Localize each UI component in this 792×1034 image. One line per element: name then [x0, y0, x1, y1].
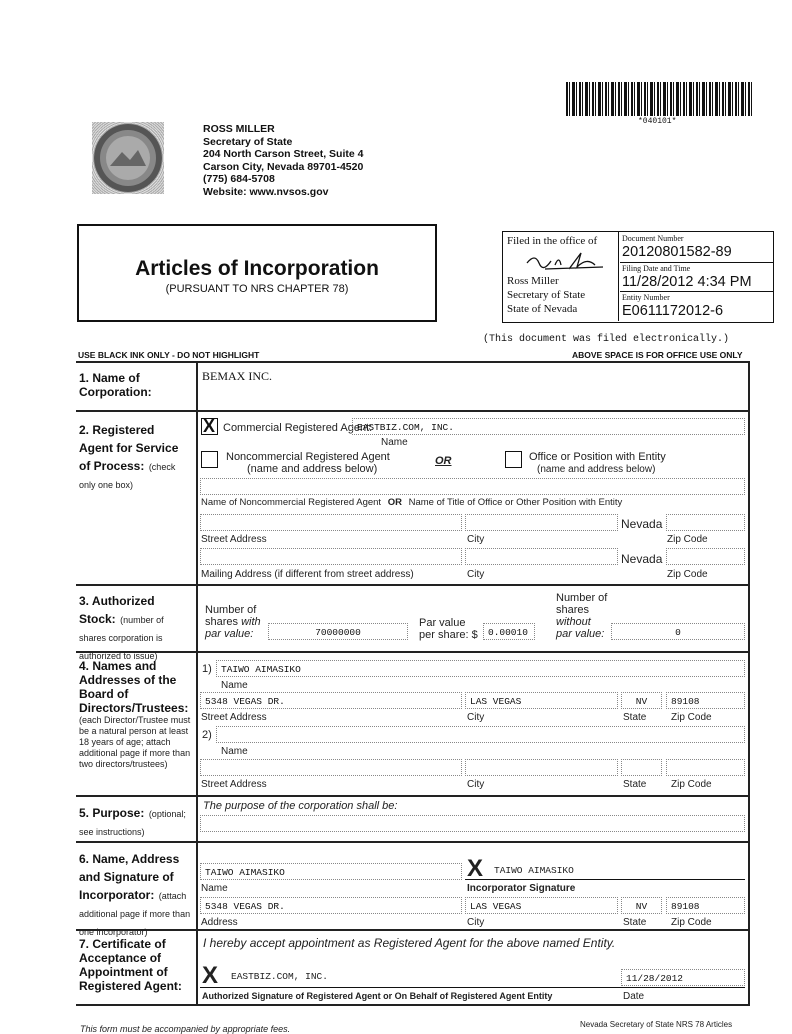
barcode-number: *040101* — [638, 117, 677, 126]
d2-city-label: City — [467, 779, 485, 790]
title-box — [77, 224, 437, 322]
agent-name-label: Name — [381, 437, 408, 448]
s1-title: 1. Name of Corporation: — [79, 371, 152, 399]
director2-number: 2) — [202, 729, 212, 741]
incorporator-signature[interactable]: TAIWO AIMASIKO — [494, 865, 574, 876]
incorporator-zip-field[interactable]: 89108 — [666, 897, 745, 914]
state-seal-icon — [92, 122, 164, 194]
par-value-label — [419, 617, 478, 641]
filing-date-label: Filing Date and Time — [622, 264, 691, 273]
d1-state-label: State — [623, 712, 647, 723]
commercial-agent-checkbox[interactable] — [201, 418, 218, 435]
agent-signature[interactable]: EASTBIZ.COM, INC. — [231, 971, 328, 982]
s2-title: 2. Registered Agent for Service of Process: — [79, 423, 179, 473]
s4-title: 4. Names and Addresses of the Board of Directors/Trustees: — [79, 659, 189, 715]
s3-title: 3. Authorized Stock: — [79, 594, 155, 626]
s2-label — [79, 421, 191, 493]
office-address2: Carson City, Nevada 89701-4520 — [203, 160, 364, 173]
footer-right: Nevada Secretary of State NRS 78 Articles — [580, 1020, 733, 1029]
filing-box — [502, 231, 774, 323]
d1-name-label: Name — [221, 680, 248, 691]
shares-without-par-field[interactable]: 0 — [611, 623, 745, 640]
with-l2b: with — [241, 616, 261, 628]
s3-desc: (number of shares corporation is authorized to issue) — [79, 615, 164, 661]
s4-label — [79, 659, 193, 770]
s6-desc: (attach additional page if more than one incorporator) — [79, 891, 191, 937]
corporation-name[interactable]: BEMAX INC. — [202, 369, 273, 383]
ink-note: USE BLACK INK ONLY - DO NOT HIGHLIGHT — [78, 350, 260, 360]
d2-zip-label: Zip Code — [671, 779, 712, 790]
electronic-note: (This document was filed electronically.) — [483, 334, 730, 345]
agent-sig-label: Authorized Signature of Registered Agent or On Behalf of Registered Agent Entity — [202, 991, 553, 1001]
form-subtitle: (PURSUANT TO NRS CHAPTER 78) — [165, 283, 349, 295]
agent-mark: X — [202, 962, 219, 989]
wo-l2: shares — [556, 604, 590, 616]
checkbox-mark: X — [203, 416, 216, 436]
office-block — [203, 123, 363, 198]
office-website: Website: www.nvsos.gov — [203, 185, 329, 198]
incorporator-city-field[interactable]: LAS VEGAS — [465, 897, 618, 914]
wo-l3: without — [556, 616, 591, 628]
director2-zip-field[interactable] — [666, 759, 745, 776]
office-phone: (775) 684-5708 — [203, 173, 275, 185]
par-value-field[interactable]: 0.00010 — [483, 623, 535, 640]
secretary-state: State of Nevada — [507, 303, 578, 315]
incorporator-street-field[interactable]: 5348 VEGAS DR. — [200, 897, 462, 914]
s6-label — [79, 850, 193, 940]
incorporator-state-field[interactable]: NV — [621, 897, 662, 914]
s5-title: 5. Purpose: — [79, 806, 145, 820]
s5-desc: (optional; see instructions) — [79, 809, 186, 837]
wo-l4: par value: — [556, 628, 605, 640]
name-line-label: Name of Noncommercial Registered Agent — [201, 497, 382, 508]
inc-state-label: State — [623, 917, 647, 928]
with-l2: shares — [205, 616, 239, 628]
mailing-zip-field[interactable] — [666, 548, 745, 565]
mailing-city-label: City — [467, 569, 485, 580]
footer-left: This form must be accompanied by appropriate fees. — [80, 1024, 291, 1034]
director2-city-field[interactable] — [465, 759, 618, 776]
director1-number: 1) — [202, 663, 212, 675]
inc-address-label: Address — [201, 917, 238, 928]
s7-title: 7. Certificate of Acceptance of Appointment of Registered Agent: — [79, 937, 182, 993]
incorporator-mark: X — [467, 855, 484, 882]
noncommercial-name-field[interactable] — [200, 478, 745, 495]
with-l2-row — [205, 616, 261, 628]
director1-street-field[interactable]: 5348 VEGAS DR. — [200, 692, 462, 709]
without-par-label — [556, 592, 607, 640]
secretary-title: Secretary of State — [507, 289, 586, 301]
director1-zip-field[interactable]: 89108 — [666, 692, 745, 709]
director1-state-field[interactable]: NV — [621, 692, 662, 709]
secretary-name: Ross Miller — [507, 275, 559, 287]
barcode — [566, 82, 754, 116]
office-use-note: ABOVE SPACE IS FOR OFFICE USE ONLY — [572, 350, 743, 360]
d1-street-label: Street Address — [201, 712, 267, 723]
s4-desc: (each Director/Trustee must be a natural person at least 18 years of age; attach additional page if more than two directors/trustees) — [79, 715, 191, 769]
agent-zip-field[interactable] — [666, 514, 745, 531]
acceptance-text: I hereby accept appointment as Registered Agent for the above named Entity. — [203, 936, 616, 950]
d2-state-label: State — [623, 779, 647, 790]
entity-number: E0611172012-6 — [622, 303, 724, 319]
agent-city-field[interactable] — [465, 514, 618, 531]
agent-date-label: Date — [623, 991, 645, 1002]
inc-zip-label: Zip Code — [671, 917, 712, 928]
s6-title: 6. Name, Address and Signature of Incorporator: — [79, 852, 180, 902]
director1-city-field[interactable]: LAS VEGAS — [465, 692, 618, 709]
mailing-street-field[interactable] — [200, 548, 462, 565]
noncommercial-label: Noncommercial Registered Agent — [226, 451, 390, 463]
city-label: City — [467, 534, 485, 545]
inc-name-label: Name — [201, 883, 228, 894]
d2-street-label: Street Address — [201, 779, 267, 790]
shares-with-par-field[interactable]: 70000000 — [268, 623, 408, 640]
director2-state-field[interactable] — [621, 759, 662, 776]
d1-zip-label: Zip Code — [671, 712, 712, 723]
noncommercial-agent-checkbox[interactable] — [201, 451, 218, 468]
street-label: Street Address — [201, 534, 267, 545]
or-label: OR — [435, 455, 452, 467]
commercial-agent-label: Commercial Registered Agent: — [223, 422, 373, 434]
office-position-checkbox[interactable] — [505, 451, 522, 468]
commercial-agent-field[interactable]: EASTBIZ.COM, INC. — [352, 418, 745, 435]
agent-street-field[interactable] — [200, 514, 462, 531]
doc-number: 20120801582-89 — [622, 244, 732, 260]
mailing-label: Mailing Address (if different from street address) — [201, 569, 414, 580]
inc-city-label: City — [467, 917, 485, 928]
name-line-label2: Name of Title of Office or Other Position with Entity — [408, 497, 623, 508]
mailing-state: Nevada — [621, 552, 663, 566]
entity-number-label: Entity Number — [622, 293, 670, 302]
par-l1: Par value — [419, 617, 466, 629]
office-name: ROSS MILLER — [203, 123, 275, 135]
noncommercial-name-label — [201, 497, 622, 508]
inc-sig-label: Incorporator Signature — [467, 883, 576, 894]
s3-label — [79, 592, 191, 664]
purpose-field[interactable] — [200, 815, 745, 832]
s2-desc: (check only one box) — [79, 462, 176, 490]
s5-label — [79, 804, 193, 840]
mailing-zip-label: Zip Code — [667, 569, 708, 580]
form-title: Articles of Incorporation — [135, 257, 379, 280]
d1-city-label: City — [467, 712, 485, 723]
doc-number-label: Document Number — [622, 234, 684, 243]
incorporator-name-field[interactable]: TAIWO AIMASIKO — [200, 863, 462, 880]
office-title: Secretary of State — [203, 135, 293, 148]
wo-l1: Number of — [556, 592, 608, 604]
name-line-or: OR — [387, 497, 402, 508]
office-position-sub: (name and address below) — [537, 464, 656, 475]
with-l3: par value: — [205, 628, 254, 640]
noncommercial-sub: (name and address below) — [247, 463, 378, 475]
office-position-label: Office or Position with Entity — [529, 451, 666, 463]
director2-name-field[interactable] — [216, 726, 745, 743]
agent-state: Nevada — [621, 517, 663, 531]
filed-text: Filed in the office of — [507, 235, 598, 247]
director2-street-field[interactable] — [200, 759, 462, 776]
zip-label: Zip Code — [667, 534, 708, 545]
purpose-text: The purpose of the corporation shall be: — [203, 800, 398, 812]
par-l2: per share: $ — [419, 629, 478, 641]
director1-name-field[interactable]: TAIWO AIMASIKO — [216, 660, 745, 677]
agent-date-field[interactable]: 11/28/2012 — [621, 969, 745, 986]
d2-name-label: Name — [221, 746, 248, 757]
with-par-label — [205, 604, 261, 640]
with-l1: Number of — [205, 604, 257, 616]
secretary-signature-icon — [525, 249, 607, 275]
mailing-city-field[interactable] — [465, 548, 618, 565]
filing-date: 11/28/2012 4:34 PM — [622, 274, 752, 290]
office-address1: 204 North Carson Street, Suite 4 — [203, 148, 364, 160]
